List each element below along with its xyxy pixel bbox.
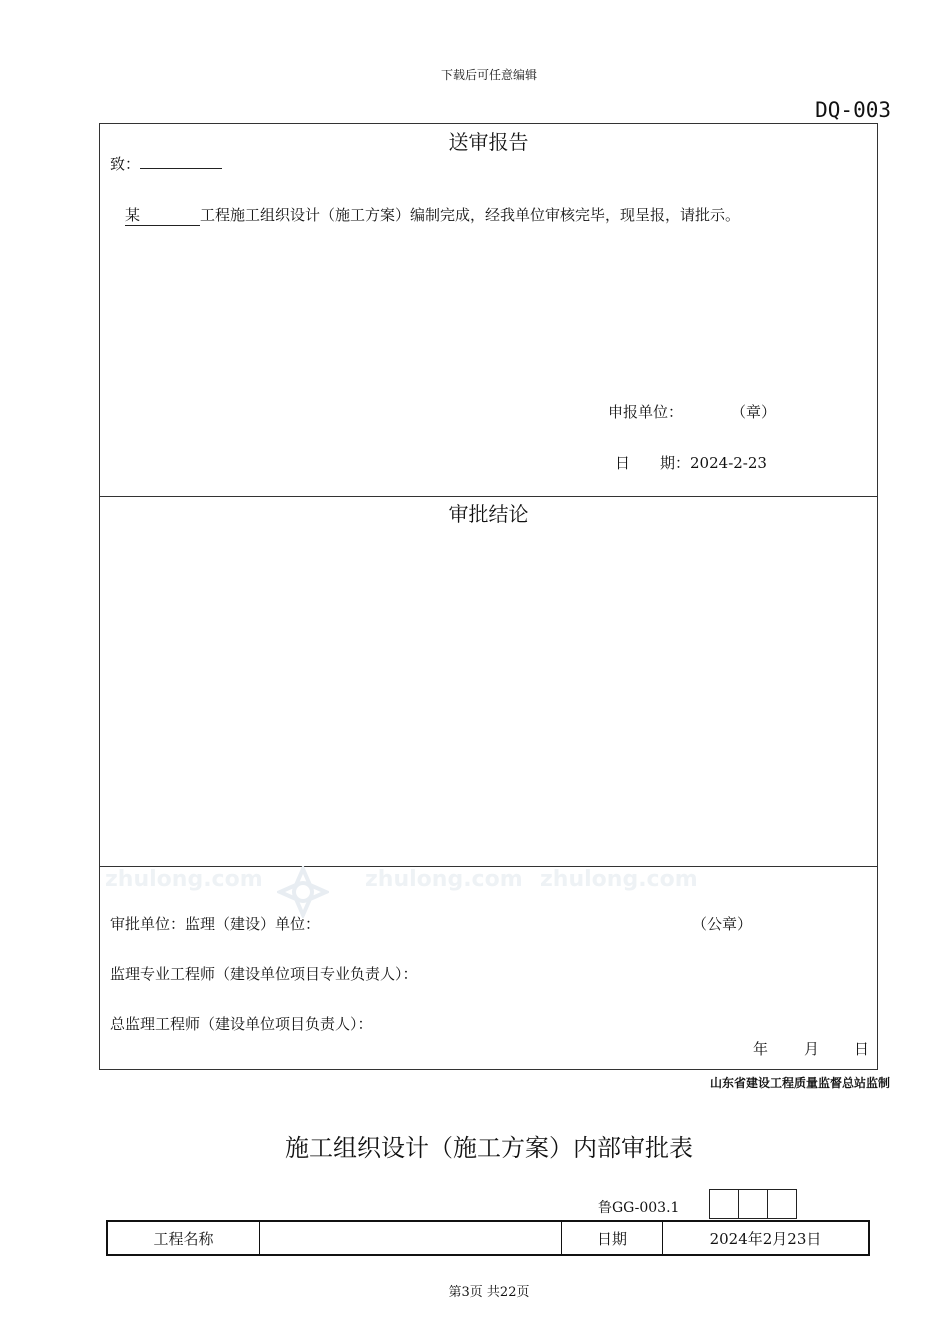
project-name-label: 工程名称 <box>153 1229 214 1248</box>
public-seal-label: （公章） <box>692 915 753 933</box>
approval-conclusion-title: 审批结论 <box>448 502 529 526</box>
document-code: DQ-003 <box>815 98 891 122</box>
report-body <box>125 204 740 226</box>
watermark-text: zhulong.com <box>365 867 523 892</box>
submission-report-title: 送审报告 <box>448 130 529 154</box>
report-body-text: 工程施工组织设计（施工方案）编制完成，经我单位审核完毕，现呈报，请批示。 <box>200 206 741 224</box>
watermark-text: zhulong.com <box>105 867 263 892</box>
code-box <box>738 1189 768 1219</box>
form-code-boxes <box>710 1189 797 1217</box>
submission-report-section <box>99 123 878 497</box>
report-date-label: 日 期： <box>615 454 691 472</box>
chief-engineer-label: 总监理工程师（建设单位项目负责人）： <box>110 1015 373 1033</box>
issuing-organization: 山东省建设工程质量监督总站监制 <box>709 1076 890 1090</box>
header-note: 下载后可任意编辑 <box>440 68 537 82</box>
page-number: 第3页 共22页 <box>448 1285 530 1300</box>
report-date <box>615 452 767 473</box>
supervising-engineer-label: 监理专业工程师（建设单位项目专业负责人）： <box>110 965 418 983</box>
approval-date-year: 年 <box>753 1040 769 1058</box>
approval-date-day: 日 <box>854 1040 870 1058</box>
watermark-text: zhulong.com <box>540 867 698 892</box>
recipient-line <box>110 153 222 174</box>
applicant-seal: （章） <box>731 403 777 421</box>
recipient-blank <box>140 154 222 169</box>
approval-conclusion-section <box>99 496 878 1070</box>
date-label: 日期 <box>561 1222 662 1254</box>
code-box <box>767 1189 797 1219</box>
approver-label: 审批单位：监理（建设）单位： <box>110 915 321 933</box>
form-title: 施工组织设计（施工方案）内部审批表 <box>285 1134 693 1162</box>
approval-date-month: 月 <box>804 1040 820 1058</box>
report-date-value: 2024-2-23 <box>690 454 767 472</box>
applicant-label: 申报单位： <box>608 403 684 421</box>
date-value: 2024年2月23日 <box>662 1222 868 1254</box>
form-header-table <box>106 1220 870 1256</box>
watermark-logo-icon <box>277 866 329 918</box>
project-name-value <box>259 1222 561 1254</box>
code-box <box>709 1189 739 1219</box>
recipient-label: 致： <box>110 155 141 173</box>
project-prefix: 某 <box>125 206 141 224</box>
watermark-strip <box>100 868 877 908</box>
form-code: 鲁GG-003.1 <box>598 1200 680 1216</box>
project-name-blank <box>125 204 200 226</box>
